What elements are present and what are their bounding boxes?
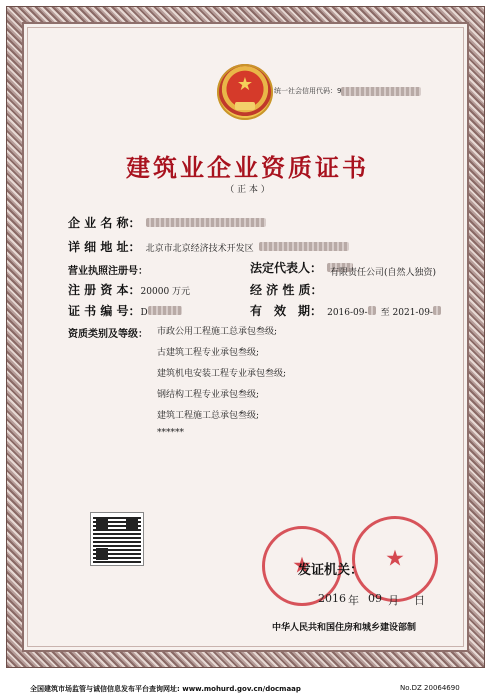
redacted-company-name [146,218,266,227]
redacted-credit-code [341,87,421,96]
economic-type-value: 有限责任公司(自然人独资) [330,268,437,278]
redacted-validity-end [433,306,441,315]
issue-year: 2016 [318,592,346,605]
redacted-address [259,242,349,251]
redacted-validity-start [368,306,376,315]
capital-row [68,279,190,298]
validity-row [250,300,441,319]
qualification-item: 古建筑工程专业承包叁级; [157,348,260,358]
economic-type-row [250,279,323,298]
footer-query-url: 全国建筑市场监管与诚信信息发布平台查询网址: www.mohurd.gov.cn/docmaap [30,685,301,693]
license-no-row [68,259,148,278]
redacted-cert-no [148,306,182,315]
cert-no-value: D [140,308,148,318]
validity-end: 至 2021-09- [380,308,433,318]
legal-rep-label: 法定代表人： [250,261,323,275]
month-unit: 月 [388,594,399,607]
economic-type-label: 经 济 性 质： [250,283,323,297]
credit-code-row [274,86,421,96]
scope-label: 资质类别及等级： [68,329,148,340]
validity-start: 2016-09- [327,308,368,318]
issue-month: 09 [368,592,382,605]
cert-no-row [68,300,182,319]
qualification-item: 建筑机电安装工程专业承包叁级; [157,369,287,379]
qualification-item: ****** [157,428,184,438]
approval-seal-icon [352,516,438,602]
cert-no-label: 证 书 编 号： [68,304,141,318]
license-no-label: 营业执照注册号： [68,266,148,277]
validity-label: 有 效 期： [250,304,323,318]
credit-code-label: 统一社会信用代码： [274,87,337,95]
company-name-label: 企 业 名 称： [68,216,141,230]
qr-code-icon [91,513,143,565]
company-name-row [68,212,266,231]
qualification-item: 建筑工程施工总承包叁级; [157,411,260,421]
qualification-item: 市政公用工程施工总承包叁级; [157,327,278,337]
capital-label: 注 册 资 本： [68,283,141,297]
address-row [68,236,349,255]
day-unit: 日 [414,594,425,607]
qualification-item: 钢结构工程专业承包叁级; [157,390,260,400]
issuer-label: 发证机关： [298,563,364,578]
scope-row [68,322,148,341]
certificate-title: 建筑业企业资质证书 [126,153,369,182]
address-value: 北京市北京经济技术开发区 [145,244,254,254]
footer-serial-no: No.DZ 20064690 [400,684,460,692]
capital-value: 20000 万元 [140,287,191,297]
national-emblem-icon [217,64,273,120]
ministry-name: 中华人民共和国住房和城乡建设部制 [272,623,417,633]
credit-code-value: 9 [337,87,342,95]
certificate-subtitle: （ 正 本 ） [225,185,270,195]
year-unit: 年 [348,594,359,607]
address-label: 详 细 地 址： [68,240,141,254]
